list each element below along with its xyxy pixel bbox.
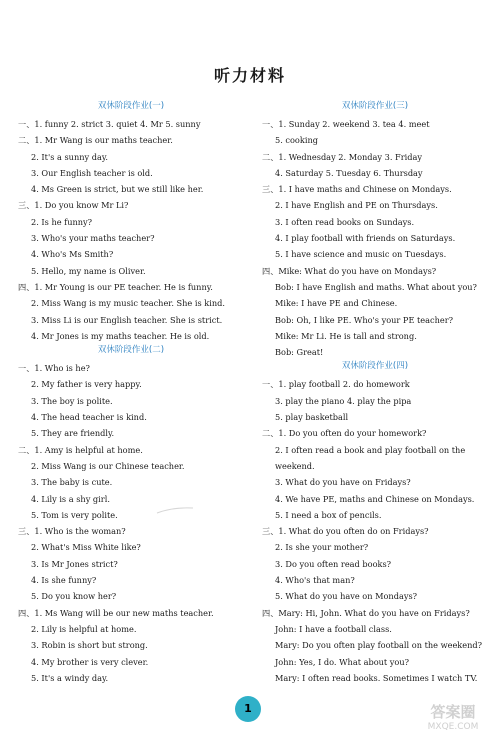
answer-line: 4. We have PE, maths and Chinese on Mondays.: [275, 493, 475, 504]
answer-line: 4. Ms Green is strict, but we still like her.: [31, 184, 204, 195]
answer-line: 二、1. Wednesday 2. Monday 3. Friday: [262, 151, 423, 162]
answer-line: 4. Saturday 5. Tuesday 6. Thursday: [275, 167, 423, 178]
answer-line: 三、1. I have maths and Chinese on Mondays.: [262, 184, 452, 195]
answer-line: 3. Do you often read books?: [275, 558, 392, 569]
answer-line: 4. My brother is very clever.: [31, 656, 149, 667]
section-heading-3: 双休阶段作业(三): [341, 101, 409, 111]
answer-line: 5. I have science and music on Tuesdays.: [275, 249, 447, 260]
section-heading-4: 双休阶段作业(四): [341, 361, 409, 372]
page-title: 听力材料: [213, 66, 286, 85]
answer-line: 2. Miss Wang is our Chinese teacher.: [31, 460, 185, 471]
answer-line: 3. What do you have on Fridays?: [275, 477, 411, 488]
answer-line: 4. Lily is a shy girl.: [31, 493, 110, 504]
answer-line: Mike: Mr Li. He is tall and strong.: [275, 330, 417, 341]
answer-line: 4. The head teacher is kind.: [31, 412, 147, 423]
answer-line: 一、1. funny 2. strict 3. quiet 4. Mr 5. sunny: [18, 119, 201, 129]
answer-line: 三、1. What do you often do on Fridays?: [262, 526, 429, 537]
answer-line: 5. Do you know her?: [31, 591, 117, 602]
answer-line: 5. It's a windy day.: [31, 672, 109, 683]
answer-line: 二、1. Mr Wang is our maths teacher.: [18, 135, 173, 146]
answer-line: 3. The boy is polite.: [31, 395, 113, 406]
answer-line: 3. The baby is cute.: [31, 477, 113, 488]
answer-line: 5. cooking: [275, 135, 318, 146]
section-heading-2: 双休阶段作业(二): [97, 345, 165, 356]
answer-line: 2. I often read a book and play football on the: [275, 444, 466, 455]
answer-line: 一、1. Who is he?: [18, 363, 90, 374]
answer-line: 5. I need a box of pencils.: [275, 509, 382, 520]
right-column: [262, 100, 488, 686]
answer-line: 2. What's Miss White like?: [31, 542, 141, 553]
answer-line: 3. Our English teacher is old.: [31, 167, 153, 178]
answer-line: John: I have a football class.: [275, 623, 392, 634]
answer-line: 三、1. Do you know Mr Li?: [18, 200, 129, 211]
answer-line: 5. Tom is very polite.: [31, 509, 118, 520]
section-heading-1: 双休阶段作业(一): [97, 101, 165, 111]
answer-line: 3. Who's your maths teacher?: [31, 233, 155, 244]
answer-line: 4. Is she funny?: [31, 575, 97, 586]
answer-line: 二、1. Amy is helpful at home.: [18, 444, 143, 455]
answer-line: Bob: Oh, I like PE. Who's your PE teacher?: [275, 314, 454, 325]
answer-line: 4. Who's Ms Smith?: [31, 249, 114, 260]
answer-line: 一、1. Sunday 2. weekend 3. tea 4. meet: [262, 119, 430, 129]
answer-line: Mary: Do you often play football on the weekend?: [275, 640, 482, 651]
answer-line: 5. What do you have on Mondays?: [275, 591, 418, 602]
answer-line: John: Yes, I do. What about you?: [275, 656, 410, 667]
page-number: 1: [235, 696, 261, 722]
answer-line: 3. play the piano 4. play the pipa: [275, 395, 412, 406]
answer-line: 三、1. Who is the woman?: [18, 526, 126, 537]
answer-line: 2. Miss Wang is my music teacher. She is kind.: [31, 298, 225, 309]
answer-line: 3. I often read books on Sundays.: [275, 216, 415, 227]
answer-line: 四、1. Mr Young is our PE teacher. He is funny.: [18, 281, 213, 292]
pencil-mark-decoration: [155, 505, 195, 515]
answer-line: 4. Mr Jones is my maths teacher. He is old.: [31, 330, 210, 341]
answer-line: Bob: Great!: [275, 347, 324, 358]
answer-line: 2. Lily is helpful at home.: [31, 623, 137, 634]
answer-line: 5. They are friendly.: [31, 428, 115, 439]
answer-line: weekend.: [275, 460, 315, 471]
answer-line: 二、1. Do you often do your homework?: [262, 428, 427, 439]
answer-line: 2. My father is very happy.: [31, 379, 142, 390]
answer-line: 3. Robin is short but strong.: [31, 640, 148, 651]
answer-line: 四、Mary: Hi, John. What do you have on Fridays?: [262, 607, 470, 618]
answer-line: 四、1. Ms Wang will be our new maths teacher.: [18, 607, 214, 618]
answer-line: 3. Is Mr Jones strict?: [31, 558, 118, 569]
answer-line: Mary: I often read books. Sometimes I watch TV.: [275, 672, 478, 683]
watermark-logo: [414, 703, 492, 737]
answer-line: 2. I have English and PE on Thursdays.: [275, 200, 438, 211]
left-column: [18, 100, 244, 686]
answer-line: 一、1. play football 2. do homework: [262, 379, 410, 390]
watermark-text: 答案圈: [430, 703, 476, 721]
watermark-url: MXQE.COM: [427, 722, 479, 732]
answer-line: 2. Is he funny?: [31, 216, 93, 227]
answer-line: Bob: I have English and maths. What about you?: [275, 281, 477, 292]
answer-line: 四、Mike: What do you have on Mondays?: [262, 265, 437, 276]
answer-line: 2. Is she your mother?: [275, 542, 369, 553]
answer-line: 3. Miss Li is our English teacher. She is strict.: [31, 314, 223, 325]
answer-line: 4. I play football with friends on Saturdays.: [275, 233, 456, 244]
answer-line: Mike: I have PE and Chinese.: [275, 298, 398, 309]
answer-line: 2. It's a sunny day.: [31, 151, 108, 162]
answer-line: 5. play basketball: [275, 412, 349, 423]
answer-line: 4. Who's that man?: [275, 575, 355, 586]
answer-line: 5. Hello, my name is Oliver.: [31, 265, 146, 276]
